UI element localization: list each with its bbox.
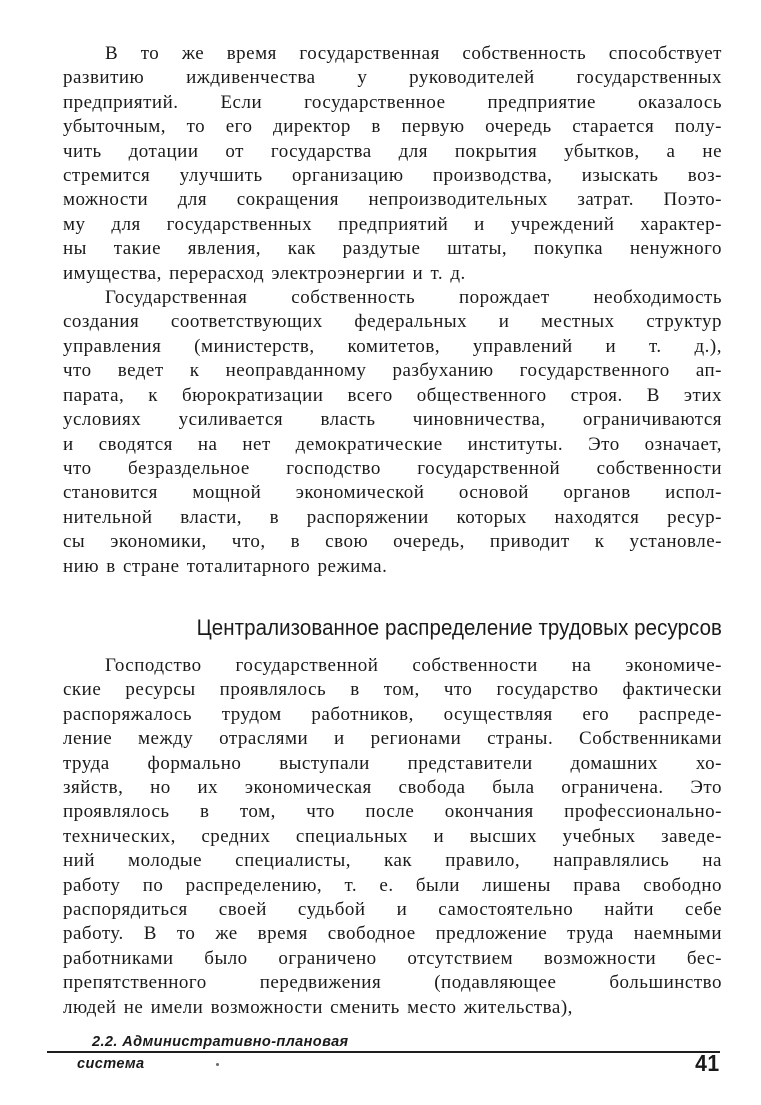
text-line: стремится улучшить организацию производства, изыскать воз- bbox=[63, 165, 722, 187]
page-number: 41 bbox=[695, 1050, 720, 1076]
scan-artifact-dot bbox=[216, 1063, 219, 1066]
text-line: сы экономики, что, в свою очередь, приводит к установле- bbox=[63, 531, 722, 553]
text-line: имущества, перерасход электроэнергии и т. д. bbox=[63, 262, 466, 284]
text-line: му для государственных предприятий и учреждений характер- bbox=[63, 213, 722, 235]
text-line: управления (министерств, комитетов, управлений и т. д.), bbox=[63, 335, 722, 357]
text-line: нию в стране тоталитарного режима. bbox=[63, 555, 388, 577]
text-line: чить дотации от государства для покрытия убытков, а не bbox=[63, 140, 722, 162]
footer-row bbox=[77, 1050, 720, 1076]
paragraph bbox=[63, 286, 722, 579]
text-line: предприятий. Если государственное предприятие оказалось bbox=[63, 91, 722, 113]
text-line: препятственного передвижения (подавляющее большинство bbox=[63, 972, 722, 994]
text-line: труда формально выступали представители домашних хо- bbox=[63, 752, 722, 774]
text-line: проявлялось в том, что после окончания профессионально- bbox=[63, 801, 722, 823]
text-line: технических, средних специальных и высших учебных заведе- bbox=[63, 825, 722, 847]
footer-section-title-line1: 2.2. Административно-плановая bbox=[92, 1033, 349, 1050]
paragraph bbox=[63, 654, 722, 1020]
text-line: В то же время государственная собственность способствует bbox=[105, 43, 722, 64]
text-line: работу по распределению, т. е. были лишены права свободно bbox=[63, 874, 722, 896]
text-line: распорядиться своей судьбой и самостоятельно найти себе bbox=[63, 899, 722, 920]
text-line: парата, к бюрократизации всего общественного строя. В этих bbox=[63, 384, 722, 406]
text-line: развитию иждивенчества у руководителей государственных bbox=[63, 67, 722, 89]
text-line: ний молодые специалисты, как правило, направлялись на bbox=[63, 850, 722, 872]
text-line: и сводятся на нет демократические институты. Это означает, bbox=[63, 433, 722, 455]
text-line: создания соответствующих федеральных и местных структур bbox=[63, 311, 722, 333]
text-line: людей не имели возможности сменить место жительства), bbox=[63, 996, 573, 1018]
footer-section-title-line2: система bbox=[77, 1055, 145, 1072]
footer-rule bbox=[47, 1051, 720, 1053]
text-line: Государственная собственность порождает необходимость bbox=[105, 287, 722, 309]
text-line: что ведет к неоправданному разбуханию государственного ап- bbox=[63, 360, 722, 382]
running-footer bbox=[0, 1034, 761, 1074]
paragraph bbox=[63, 42, 722, 286]
text-line: нительной власти, в распоряжении которых находятся ресур- bbox=[63, 506, 722, 528]
section-heading: Централизованное распределение трудовых ресурсов bbox=[196, 614, 722, 640]
text-line: что безраздельное господство государственной собственности bbox=[63, 457, 722, 479]
text-line: работниками было ограничено отсутствием возможности бес- bbox=[63, 947, 722, 969]
text-line: можности для сокращения непроизводительных затрат. Поэто- bbox=[63, 189, 722, 211]
text-line: убыточным, то его директор в первую очередь старается полу- bbox=[63, 116, 722, 138]
text-line: Господство государственной собственности на экономиче- bbox=[105, 654, 722, 676]
text-line: зяйств, но их экономическая свобода была ограничена. Это bbox=[63, 776, 722, 798]
text-line: ские ресурсы проявлялось в том, что государство фактически bbox=[63, 679, 722, 701]
text-line: распоряжалось трудом работников, осуществляя его распреде- bbox=[63, 703, 722, 725]
text-line: ны такие явления, как раздутые штаты, покупка ненужного bbox=[63, 238, 722, 260]
text-line: становится мощной экономической основой органов испол- bbox=[63, 482, 722, 504]
text-line: ление между отраслями и регионами страны. Собственниками bbox=[63, 728, 722, 750]
text-line: работу. В то же время свободное предложение труда наемными bbox=[63, 923, 722, 945]
text-block bbox=[63, 42, 722, 1020]
text-line: условиях усиливается власть чиновничества, ограничиваются bbox=[63, 409, 722, 431]
